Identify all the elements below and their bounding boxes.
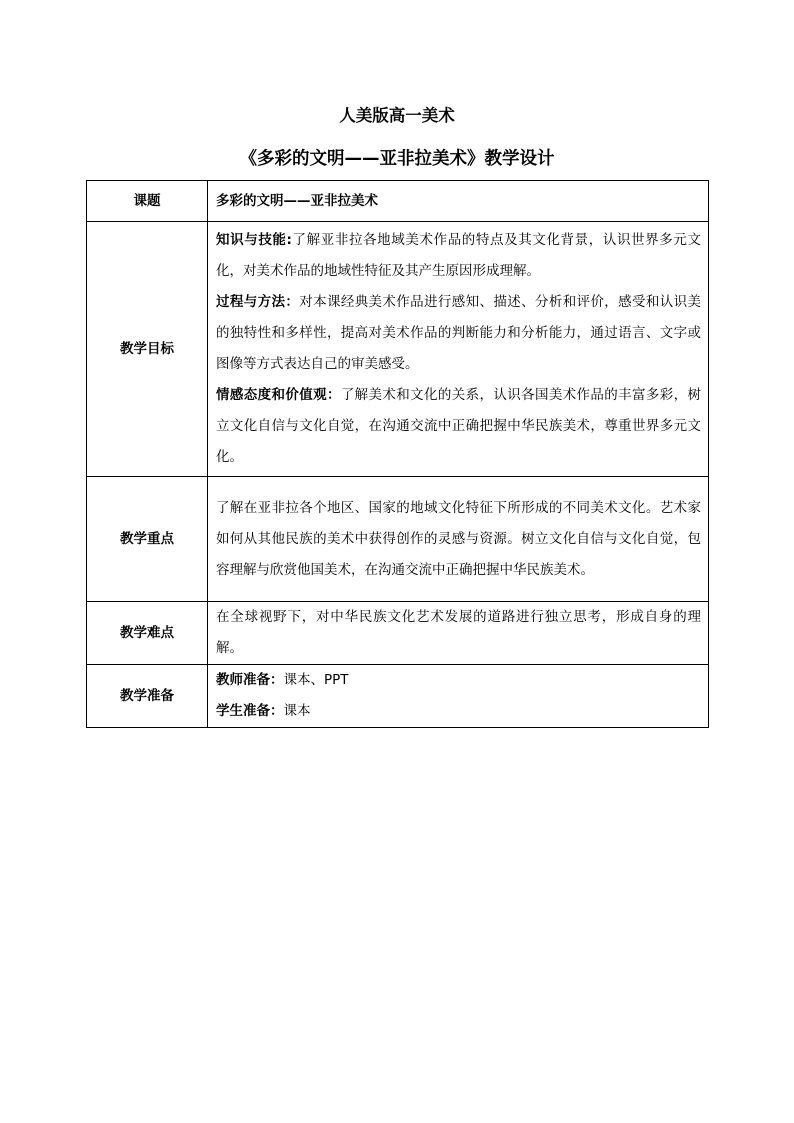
topic-label: 课题 xyxy=(87,181,208,222)
key-points-label: 教学重点 xyxy=(87,477,208,602)
process-title: 过程与方法： xyxy=(216,294,300,310)
preparation-label: 教学准备 xyxy=(87,665,208,728)
attitude-text: 了解美术和文化的关系，认识各国美术作品的丰富多彩，树立文化自信与文化自觉，在沟通交流中正确把握中华民族美术，尊重世界多元文化。 xyxy=(216,387,702,465)
difficulties-label: 教学难点 xyxy=(87,602,208,665)
objectives-content xyxy=(208,222,709,477)
table-row-preparation xyxy=(87,665,709,728)
teacher-title: 教师准备： xyxy=(216,672,284,688)
student-text: 课本 xyxy=(283,703,311,719)
document-subtitle: 《多彩的文明——亚非拉美术》教学设计 xyxy=(239,149,555,169)
objective-knowledge xyxy=(216,225,701,287)
table-row-topic xyxy=(87,181,709,222)
topic-value: 多彩的文明——亚非拉美术 xyxy=(208,181,709,222)
attitude-title: 情感态度和价值观： xyxy=(216,387,341,403)
teacher-text: 课本、PPT xyxy=(283,672,349,688)
teacher-preparation xyxy=(216,665,701,696)
objective-attitude xyxy=(216,380,701,473)
student-preparation xyxy=(216,696,701,727)
table-row-difficulties xyxy=(87,602,709,665)
difficulties-text: 在全球视野下，对中华民族文化艺术发展的道路进行独立思考，形成自身的理解。 xyxy=(208,602,709,665)
table-row-key-points xyxy=(87,477,709,602)
student-title: 学生准备： xyxy=(216,703,284,719)
lesson-plan-table xyxy=(86,180,709,728)
knowledge-text: 了解亚非拉各地域美术作品的特点及其文化背景，认识世界多元文化，对美术作品的地域性特征及其产生原因形成理解。 xyxy=(216,232,702,279)
objectives-label: 教学目标 xyxy=(87,222,208,477)
document-title: 人美版高一美术 xyxy=(339,106,455,125)
objective-process xyxy=(216,287,701,380)
process-text: 对本课经典美术作品进行感知、描述、分析和评价，感受和认识美的独特性和多样性，提高对美术作品的判断能力和分析能力，通过语言、文字或图像等方式表达自己的审美感受。 xyxy=(216,294,702,372)
key-points-text: 了解在亚非拉各个地区、国家的地域文化特征下所形成的不同美术文化。艺术家如何从其他民族的美术中获得创作的灵感与资源。树立文化自信与文化自觉，包容理解与欣赏他国美术，在沟通交流中正确把握中华民族美术。 xyxy=(208,477,709,602)
knowledge-title: 知识与技能: xyxy=(216,232,292,248)
preparation-content xyxy=(208,665,709,728)
table-row-objectives xyxy=(87,222,709,477)
